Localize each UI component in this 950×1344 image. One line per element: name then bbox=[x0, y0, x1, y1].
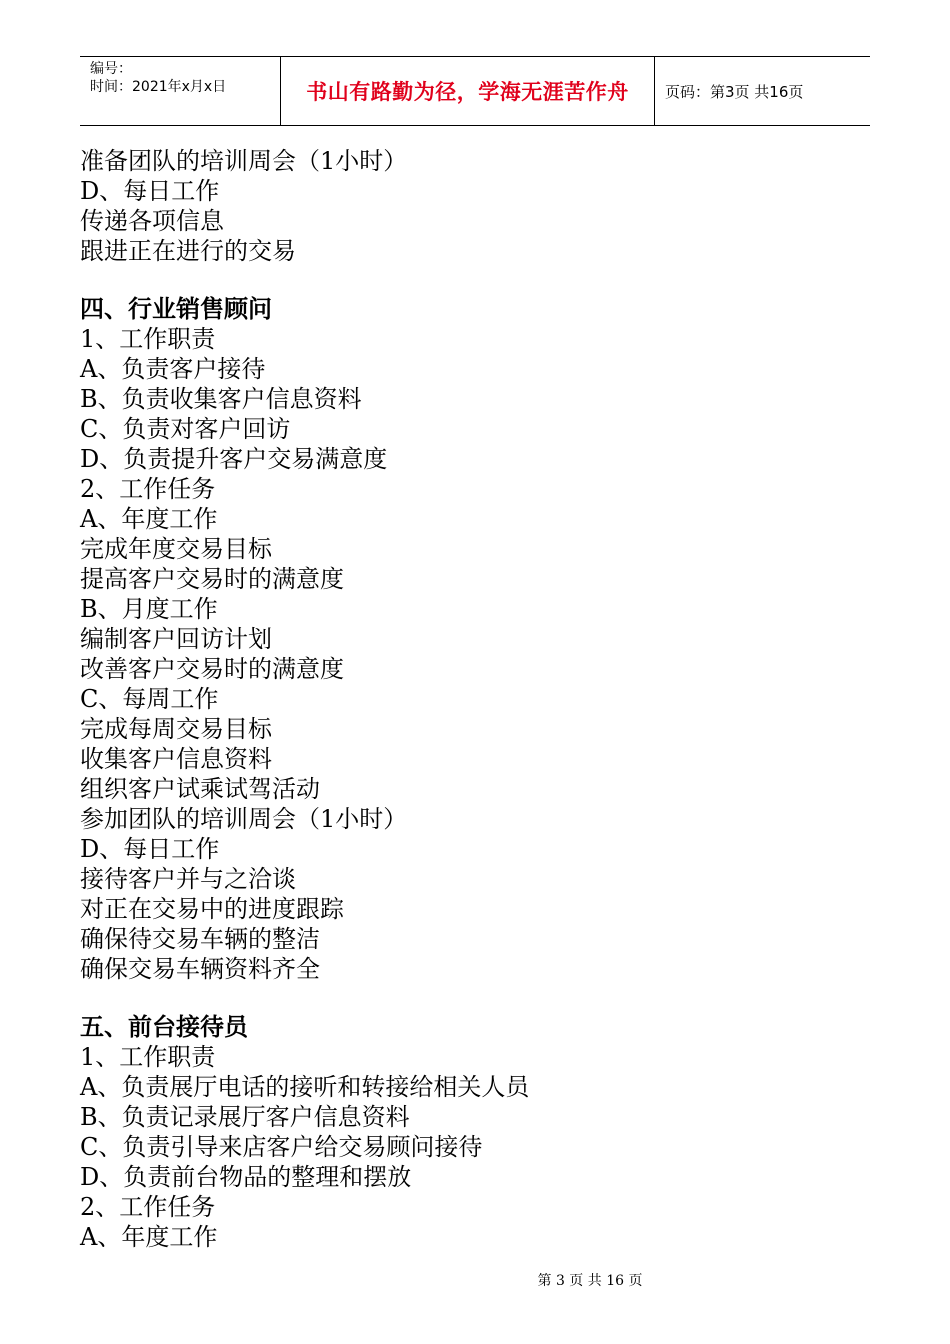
text-line: 跟进正在进行的交易 bbox=[80, 237, 296, 265]
text-line: 完成年度交易目标 bbox=[80, 535, 272, 563]
document-body bbox=[80, 146, 880, 1252]
text-line: B、月度工作 bbox=[80, 595, 218, 623]
text-line: 1、工作职责 bbox=[80, 1043, 216, 1071]
text-line: A、负责客户接待 bbox=[80, 355, 266, 383]
text-line: D、负责提升客户交易满意度 bbox=[80, 445, 388, 473]
text-line: A、负责展厅电话的接听和转接给相关人员 bbox=[80, 1073, 530, 1101]
page-header bbox=[80, 56, 870, 126]
text-line: B、负责收集客户信息资料 bbox=[80, 385, 362, 413]
text-line: 准备团队的培训周会（1小时） bbox=[80, 147, 408, 175]
text-line: C、负责对客户回访 bbox=[80, 415, 291, 443]
text-line: A、年度工作 bbox=[80, 505, 218, 533]
text-line: 组织客户试乘试驾活动 bbox=[80, 775, 320, 803]
text-line: C、每周工作 bbox=[80, 685, 219, 713]
section-heading-4: 四、行业销售顾问 bbox=[80, 295, 272, 323]
text-line: B、负责记录展厅客户信息资料 bbox=[80, 1103, 410, 1131]
section-spacer bbox=[80, 984, 880, 1012]
text-line: 1、工作职责 bbox=[80, 325, 216, 353]
number-label: 编号： bbox=[90, 61, 132, 77]
text-line: 2、工作任务 bbox=[80, 475, 216, 503]
text-block-b bbox=[80, 324, 880, 984]
header-meta bbox=[80, 57, 281, 125]
text-line: C、负责引导来店客户给交易顾问接待 bbox=[80, 1133, 483, 1161]
page-footer: 第 3 页 共 16 页 bbox=[537, 1273, 643, 1289]
text-line: 参加团队的培训周会（1小时） bbox=[80, 805, 408, 833]
text-block-a bbox=[80, 146, 880, 266]
text-line: 对正在交易中的进度跟踪 bbox=[80, 895, 344, 923]
text-line: 接待客户并与之洽谈 bbox=[80, 865, 296, 893]
header-motto-cell bbox=[281, 57, 655, 125]
text-line: 改善客户交易时的满意度 bbox=[80, 655, 344, 683]
text-line: 提高客户交易时的满意度 bbox=[80, 565, 344, 593]
text-line: 2、工作任务 bbox=[80, 1193, 216, 1221]
section-spacer bbox=[80, 266, 880, 294]
text-line: D、每日工作 bbox=[80, 177, 220, 205]
text-block-c bbox=[80, 1042, 880, 1252]
text-line: 收集客户信息资料 bbox=[80, 745, 272, 773]
text-line: 完成每周交易目标 bbox=[80, 715, 272, 743]
section-heading-5: 五、前台接待员 bbox=[80, 1013, 248, 1041]
text-line: A、年度工作 bbox=[80, 1223, 218, 1251]
text-line: 确保待交易车辆的整洁 bbox=[80, 925, 320, 953]
motto: 书山有路勤为径，学海无涯苦作舟 bbox=[306, 80, 629, 104]
text-line: 编制客户回访计划 bbox=[80, 625, 272, 653]
text-line: D、负责前台物品的整理和摆放 bbox=[80, 1163, 412, 1191]
time-label: 时间：2021年x月x日 bbox=[90, 79, 227, 95]
page-info: 页码：第3页 共16页 bbox=[665, 82, 804, 101]
header-page-info-cell bbox=[655, 57, 870, 125]
text-line: 确保交易车辆资料齐全 bbox=[80, 955, 320, 983]
text-line: 传递各项信息 bbox=[80, 207, 224, 235]
text-line: D、每日工作 bbox=[80, 835, 220, 863]
